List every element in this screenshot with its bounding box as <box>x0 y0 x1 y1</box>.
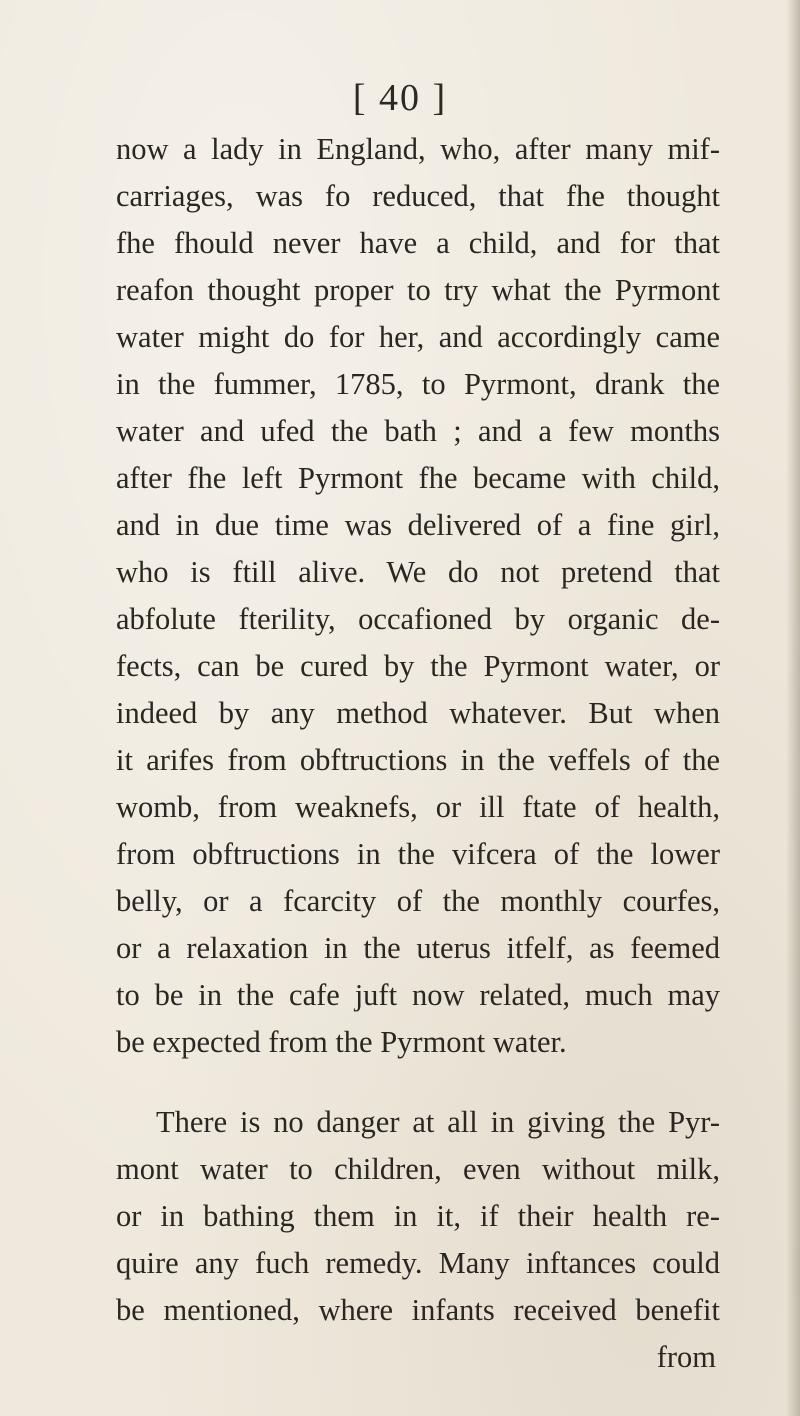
catchword: from <box>656 1340 716 1374</box>
text-line: water might do for her, and accordingly came <box>116 320 720 354</box>
text-line: belly, or a fcarcity of the monthly courfes, <box>116 884 720 918</box>
body-text <box>116 126 720 1381</box>
text-line: and in due time was delivered of a fine girl, <box>116 508 720 542</box>
text-line: be expected from the Pyrmont water. <box>116 1025 567 1059</box>
text-line: or in bathing them in it, if their health re- <box>116 1199 720 1233</box>
text-line: water and ufed the bath ; and a few months <box>116 414 720 448</box>
text-line: indeed by any method whatever. But when <box>116 696 720 730</box>
text-line: There is no danger at all in giving the Pyr- <box>156 1105 720 1139</box>
text-line: abfolute fterility, occafioned by organic de- <box>116 602 720 636</box>
text-line: to be in the cafe juft now related, much may <box>116 978 720 1012</box>
text-line: from obftructions in the vifcera of the lower <box>116 837 720 871</box>
text-line: mont water to children, even without milk, <box>116 1152 720 1186</box>
paragraph-2 <box>116 1099 720 1334</box>
text-line: womb, from weaknefs, or ill ftate of health, <box>116 790 720 824</box>
paragraph-gap <box>116 1066 720 1099</box>
page-number-header: [ 40 ] <box>352 77 448 119</box>
text-line: fects, can be cured by the Pyrmont water, or <box>116 649 720 683</box>
page-edge-shadow <box>786 0 800 1416</box>
text-line: quire any fuch remedy. Many inftances could <box>116 1246 720 1280</box>
text-line: reafon thought proper to try what the Pyrmont <box>116 273 720 307</box>
text-line: be mentioned, where infants received benefit <box>116 1293 720 1327</box>
text-line: fhe fhould never have a child, and for that <box>116 226 720 260</box>
text-line: after fhe left Pyrmont fhe became with child, <box>116 461 720 495</box>
text-line: now a lady in England, who, after many mif- <box>116 132 720 166</box>
text-line: who is ftill alive. We do not pretend that <box>116 555 720 589</box>
paragraph-1 <box>116 126 720 1066</box>
text-line: carriages, was fo reduced, that fhe thought <box>116 179 720 213</box>
text-line: or a relaxation in the uterus itfelf, as feemed <box>116 931 720 965</box>
text-line: it arifes from obftructions in the veffels of the <box>116 743 720 777</box>
text-line: in the fummer, 1785, to Pyrmont, drank the <box>116 367 720 401</box>
